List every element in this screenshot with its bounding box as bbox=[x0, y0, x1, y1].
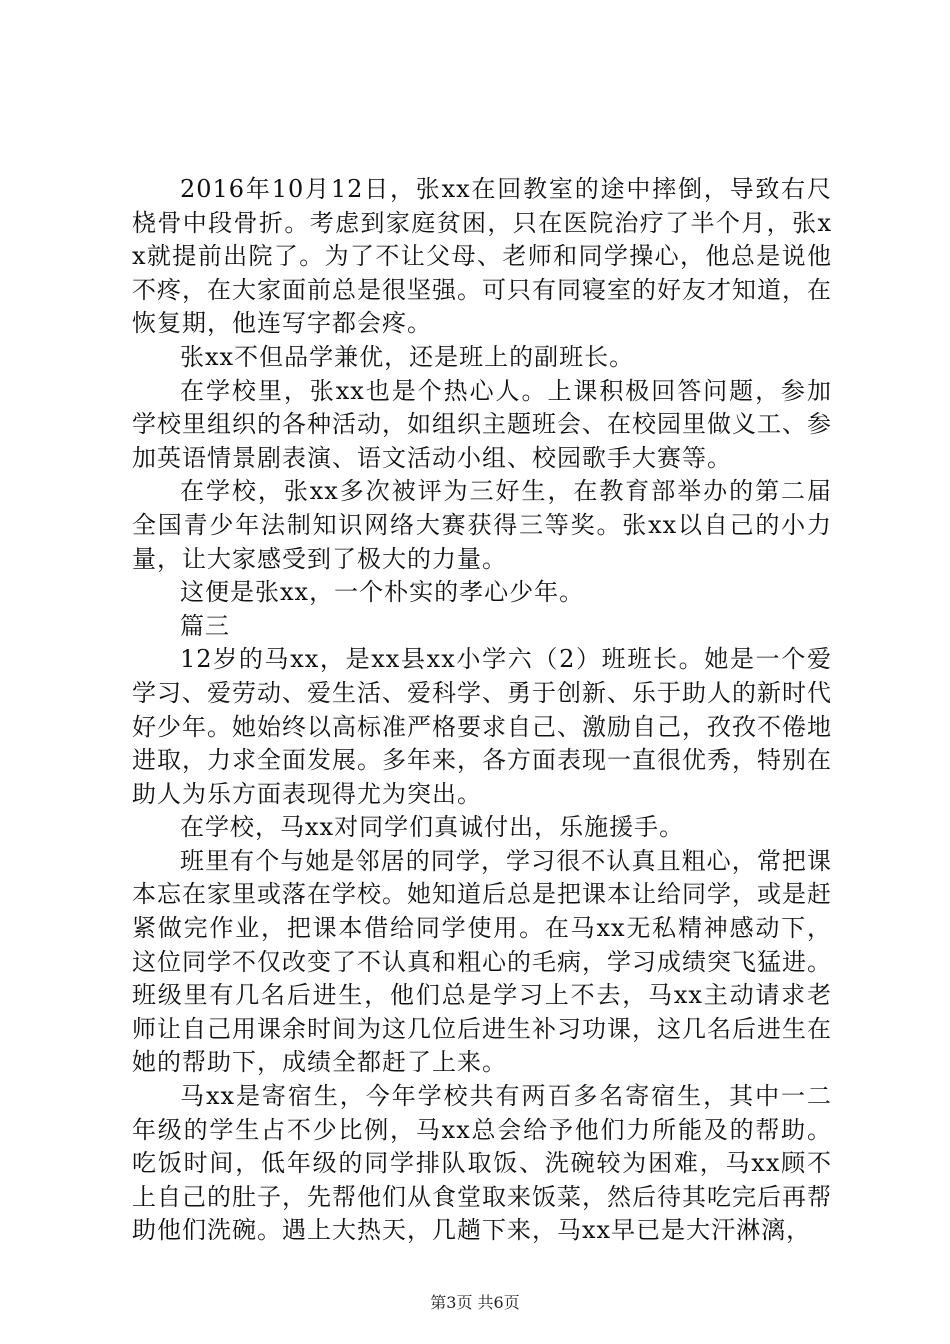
paragraph: 12岁的马xx，是xx县xx小学六（2）班班长。她是一个爱学习、爱劳动、爱生活、爱科学、勇于创新、乐于助人的新时代好少年。她始终以高标准严格要求自己、激励自己，孜孜不倦地进取，力求全面发展。多年来，各方面表现一直很优秀，特别在助人为乐方面表现得尤为突出。 bbox=[132, 645, 832, 808]
document-body bbox=[132, 173, 832, 1248]
paragraph: 张xx不但品学兼优，还是班上的副班长。 bbox=[180, 342, 635, 371]
page-footer: 第3页 共6页 bbox=[430, 1293, 520, 1312]
paragraph: 在学校，张xx多次被评为三好生，在教育部举办的第二届全国青少年法制知识网络大赛获得三等奖。张xx以自己的小力量，让大家感受到了极大的力量。 bbox=[132, 477, 832, 573]
paragraph: 在学校，马xx对同学们真诚付出，乐施援手。 bbox=[180, 813, 685, 842]
paragraph: 这便是张xx，一个朴实的孝心少年。 bbox=[180, 578, 585, 607]
paragraph: 2016年10月12日，张xx在回教室的途中摔倒，导致右尺桡骨中段骨折。考虑到家庭贫困，只在医院治疗了半个月，张xx就提前出院了。为了不让父母、老师和同学操心，他总是说他不疼，在大家面前总是很坚强。可只有同寝室的好友才知道，在恢复期，他连写字都会疼。 bbox=[132, 175, 832, 338]
section-heading: 篇三 bbox=[180, 611, 230, 640]
paragraph: 班里有个与她是邻居的同学，学习很不认真且粗心，常把课本忘在家里或落在学校。她知道后总是把课本让给同学，或是赶紧做完作业，把课本借给同学使用。在马xx无私精神感动下，这位同学不仅改变了不认真和粗心的毛病，学习成绩突飞猛进。班级里有几名后进生，他们总是学习上不去，马xx主动请求老师让自己用课余时间为这几位后进生补习功课，这几名后进生在她的帮助下，成绩全都赶了上来。 bbox=[132, 846, 832, 1077]
paragraph: 在学校里，张xx也是个热心人。上课积极回答问题，参加学校里组织的各种活动，如组织主题班会、在校园里做义工、参加英语情景剧表演、语文活动小组、校园歌手大赛等。 bbox=[132, 376, 832, 472]
paragraph: 马xx是寄宿生，今年学校共有两百多名寄宿生，其中一二年级的学生占不少比例，马xx总会给予他们力所能及的帮助。吃饭时间，低年级的同学排队取饭、洗碗较为困难，马xx顾不上自己的肚子，先帮他们从食堂取来饭菜，然后待其吃完后再帮助他们洗碗。遇上大热天，几趟下来，马xx早已是大汗淋漓， bbox=[132, 1082, 832, 1245]
